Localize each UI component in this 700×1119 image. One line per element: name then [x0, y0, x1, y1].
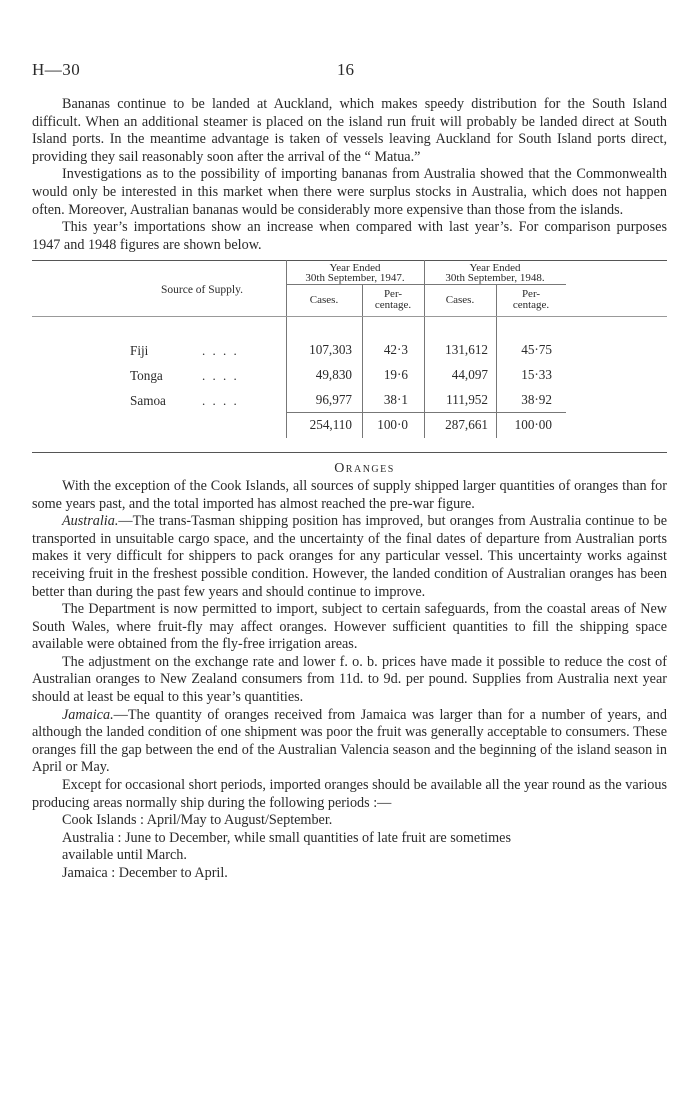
period-australia-cont: available until March. [62, 847, 187, 864]
row-fiji-cases-1948: 131,612 [445, 342, 488, 358]
row-fiji-cases-1947: 107,303 [309, 342, 352, 358]
period-cook-islands: Cook Islands : April/May to August/September. [62, 812, 333, 829]
pct-header-1948-line2: centage. [512, 299, 550, 312]
paragraph-importations: This year’s importations show an increase when compared with last year’s. For comparison purposes 1947 and 1948 figures are shown below. [32, 219, 667, 253]
row-tonga-pct-1947: 19·6 [383, 367, 408, 383]
row-tonga-cases-1947: 49,830 [315, 367, 352, 383]
period-australia: Australia : June to December, while small quantities of late fruit are sometimes [62, 829, 511, 846]
paragraph-oranges-intro: With the exception of the Cook Islands, all sources of supply shipped larger quantities of oranges than for some years past, and the total imported has almost reached the pre-war figure. [32, 477, 667, 512]
table-header-rule [32, 316, 667, 317]
pct-header-1947-line2: centage. [374, 299, 412, 312]
year-1947-line1: Year Ended [329, 262, 381, 275]
series-code: H—30 [32, 60, 81, 79]
total-cases-1948: 287,661 [445, 417, 488, 433]
pct-header-1948-line1: Per- [521, 288, 541, 301]
table-top-rule [32, 260, 667, 261]
banana-imports-table [32, 260, 667, 460]
cases-header-1947: Cases. [309, 294, 339, 307]
total-pct-1947: 100·0 [377, 417, 408, 433]
row-samoa-pct-1947: 38·1 [383, 392, 408, 408]
row-samoa-pct-1948: 38·92 [521, 392, 552, 408]
row-tonga-pct-1948: 15·33 [521, 367, 552, 383]
table-subheader-rule [286, 284, 566, 285]
paragraph-australia [32, 513, 667, 601]
table-total-rule [286, 412, 566, 413]
paragraph-except: Except for occasional short periods, imported oranges should be available all the year round as the various producing areas normally ship during the following periods :— [32, 777, 667, 811]
paragraph-investigations: Investigations as to the possibility of importing bananas from Australia showed that the Commonwealth would only be interested in this market when there were surplus stocks in Australia, which does not happen often. Moreover, Australian bananas would be considerably more expensive than those from the islands. [32, 166, 667, 218]
australia-lead: Australia. [62, 513, 119, 530]
paragraph-department: The Department is now permitted to import, subject to certain safeguards, from the coastal areas of New South Wales, where fruit-fly may affect oranges. However sufficient quantities to fill the shipping space available were obtained from the fly-free irrigation areas. [32, 601, 667, 653]
australia-text: —The trans-Tasman shipping position has improved, but oranges from Australia continue to be transported in unsuitable cargo space, and the uncertainty of the final dates of departure from Australian ports makes it very difficult for shippers to pack oranges for any particular vessel. This uncertainty works against receiving fruit in the freshest possible condition. However, the landed condition of Australian oranges has been better than during the past few years and should continue to improve. [32, 513, 667, 600]
paragraph-bananas-landing: Bananas continue to be landed at Auckland, which makes speedy distribution for the South Island difficult. When an additional steamer is placed on the island run fruit will probably be landed direct at South Island ports. In the meantime advantage is taken of vessels leaving Auckland for South Island ports direct, providing they sail reasonably soon after the arrival of the “ Matua.” [32, 96, 667, 165]
row-fiji-pct-1948: 45·75 [521, 342, 552, 358]
row-fiji-leaders: . . . . [202, 343, 239, 359]
row-tonga-cases-1948: 44,097 [451, 367, 488, 383]
row-fiji-pct-1947: 42·3 [383, 342, 408, 358]
row-samoa-source: Samoa [130, 393, 166, 409]
row-fiji-source: Fiji [130, 343, 149, 359]
row-samoa-cases-1948: 111,952 [446, 392, 488, 408]
jamaica-text: —The quantity of oranges received from Jamaica was larger than for a number of years, and although the landed condition of one shipment was poor the fruit was generally acceptable to consumers. These oranges fill the gap between the end of the Australian Valencia season and the beginning of the island season in April or May. [32, 706, 667, 776]
year-1948-line1: Year Ended [469, 262, 521, 275]
row-samoa-leaders: . . . . [202, 393, 239, 409]
row-tonga-leaders: . . . . [202, 368, 239, 384]
source-header: Source of Supply. [161, 284, 243, 297]
row-samoa-cases-1947: 96,977 [315, 392, 352, 408]
paragraph-jamaica [32, 707, 667, 777]
page-number: 16 [337, 60, 354, 79]
year-1948-line2: 30th September, 1948. [445, 272, 545, 285]
period-jamaica: Jamaica : December to April. [62, 865, 228, 881]
table-bottom-rule [32, 452, 667, 453]
jamaica-lead: Jamaica. [62, 706, 114, 723]
row-tonga-source: Tonga [130, 368, 163, 384]
cases-header-1948: Cases. [445, 294, 475, 307]
body-text [32, 96, 667, 883]
year-1947-line2: 30th September, 1947. [305, 272, 405, 285]
oranges-heading: Oranges [334, 461, 395, 477]
paragraph-exchange: The adjustment on the exchange rate and lower f. o. b. prices have made it possible to reduce the cost of Australian oranges to New Zealand consumers from 11d. to 9d. per pound. Supplies from Australia next year should at least be equal to this year’s quantities. [32, 653, 667, 706]
pct-header-1947-line1: Per- [383, 288, 403, 301]
total-pct-1948: 100·00 [514, 417, 552, 433]
total-cases-1947: 254,110 [309, 417, 352, 433]
